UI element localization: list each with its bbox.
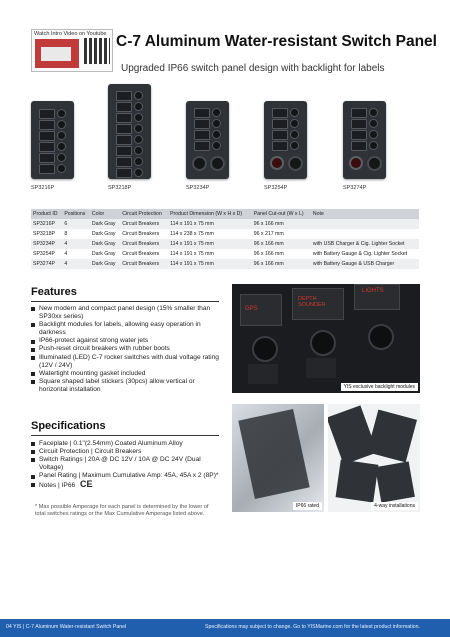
table-cell: 114 x 191 x 75 mm [170,251,214,257]
product-label: SP3274P [343,185,367,191]
page-title: C-7 Aluminum Water-resistant Switch Panel [116,33,437,50]
feature-item: Backlight modules for labels, allowing easy operation in darkness [31,321,221,337]
table-cell: with Battery Gauge & Cig. Lighter Socket [312,251,408,257]
feature-item: Watertight mounting gasket included [31,370,221,378]
table-cell: 4 [64,241,68,247]
panel-image-sp3254p [264,101,307,179]
table-cell: 6 [64,221,68,227]
table-cell: with USB Charger & Cig. Lighter Socket [312,241,405,247]
table-cell: SP3216P [33,221,55,227]
ce-mark-icon: CE [80,479,93,490]
table-row [31,249,419,259]
spec-item: Faceplate | 0.1"(2.54mm) Coated Aluminum Alloy [31,440,221,448]
table-row [31,239,419,249]
ip66-photo-caption: IP66 rated [293,502,322,510]
table-cell: 96 x 166 mm [253,241,284,247]
column-header: Note [312,211,324,217]
table-cell: Circuit Breakers [122,261,160,267]
table-cell: 4 [64,251,68,257]
table-row [31,219,419,229]
table-cell [311,229,419,239]
feature-item: Push-reset circuit breakers with rubber boots [31,345,221,353]
spec-item: Circuit Protection | Circuit Breakers [31,448,221,456]
product-label: SP3234P [186,185,210,191]
qr-caption: Watch Intro Video on Youtube [34,31,107,37]
column-header: Positions [64,211,86,217]
feature-item: New modern and compact panel design (15% smaller than SP30xx series) [31,305,221,321]
photo-label-depth: DEPTH SOUNDER [298,296,326,308]
table-cell: 114 x 191 x 75 mm [170,221,214,227]
column-header: Circuit Protection [122,211,162,217]
feature-item: Square shaped label stickers (30pcs) allow vertical or horizontal installation [31,378,221,394]
features-heading: Features [31,286,77,298]
table-cell: 114 x 191 x 75 mm [170,261,214,267]
specifications-heading: Specifications [31,420,106,432]
product-label: SP3254P [264,185,288,191]
qr-code-icon [84,38,110,64]
product-label: SP3216P [31,185,55,191]
table-cell: 114 x 191 x 75 mm [170,241,214,247]
spec-footnote: * Max possible Amperage for each panel is determined by the lower of total switches ratings or the Max Cumulative Amperage listed above. [35,504,209,517]
table-row [31,229,419,239]
installations-photo [328,404,420,512]
spec-item: Panel Rating | Maximum Cumulative Amp: 45A, 45A x 2 (8P)* [31,472,221,480]
table-cell: 96 x 166 mm [253,221,284,227]
table-cell: 96 x 166 mm [253,261,284,267]
spec-item: Switch Ratings | 20A @ DC 12V / 10A @ DC 24V (Dual Voltage) [31,456,221,472]
table-cell: Circuit Breakers [122,231,160,237]
table-cell: Circuit Breakers [122,251,160,257]
product-label: SP3218P [108,185,132,191]
backlight-photo-caption: YIS exclusive backlight modules [341,383,418,391]
table-cell: Circuit Breakers [122,221,160,227]
table-cell: 96 x 217 mm [253,231,284,237]
table-cell: SP3254P [33,251,55,257]
footer-disclaimer[interactable]: Specifications may subject to change. Go to YISMarine.com for the latest product information. [204,624,420,630]
feature-item: IP66-protect against strong water jets [31,337,221,345]
table-cell: SP3234P [33,241,55,247]
panel-image-sp3218p [108,84,151,179]
backlight-photo [232,284,420,393]
table-cell: Dark Gray [91,231,116,237]
features-divider [31,301,219,302]
table-cell: Circuit Breakers [122,241,160,247]
page-subtitle: Upgraded IP66 switch panel design with backlight for labels [121,63,385,74]
column-header: Product Dimension (W x H x D) [170,211,243,217]
table-cell: SP3218P [33,231,55,237]
table-cell: 114 x 238 x 75 mm [170,231,214,237]
feature-item: Illuminated (LED) C-7 rocker switches with dual voltage rating (12V / 24V) [31,354,221,370]
table-cell [311,219,419,229]
table-cell: 4 [64,261,68,267]
youtube-qr-box[interactable] [31,29,113,72]
ip66-photo [232,404,324,512]
column-header: Color [91,211,105,217]
panel-image-sp3234p [186,101,229,179]
product-table [31,209,419,269]
features-list [31,305,221,394]
table-cell: SP3274P [33,261,55,267]
panel-image-sp3216p [31,101,74,179]
table-header-row [31,209,419,219]
table-cell: Dark Gray [91,261,116,267]
video-thumbnail[interactable] [35,39,79,68]
table-cell: 96 x 166 mm [253,251,284,257]
panel-image-sp3274p [343,101,386,179]
table-cell: Dark Gray [91,221,116,227]
footer-left-text: 04 YIS | C-7 Aluminum Water-resistant Switch Panel [6,624,127,630]
spec-notes-text: Notes | IP66 [39,482,76,490]
column-header: Product ID [33,211,58,217]
table-cell: Dark Gray [91,251,116,257]
table-cell: 8 [64,231,68,237]
table-cell: Dark Gray [91,241,116,247]
spec-item [31,480,221,490]
table-cell: with Battery Gauge & USB Charger [312,261,395,267]
specifications-divider [31,435,219,436]
photo-label-lights: LIGHTS [362,288,384,294]
table-row [31,259,419,269]
footer-bar [0,619,450,637]
photo-label-gps: GPS [245,306,258,312]
column-header: Panel Cut-out (W x L) [253,211,304,217]
specifications-list [31,440,221,491]
installations-photo-caption: 4-way installations [371,502,418,510]
